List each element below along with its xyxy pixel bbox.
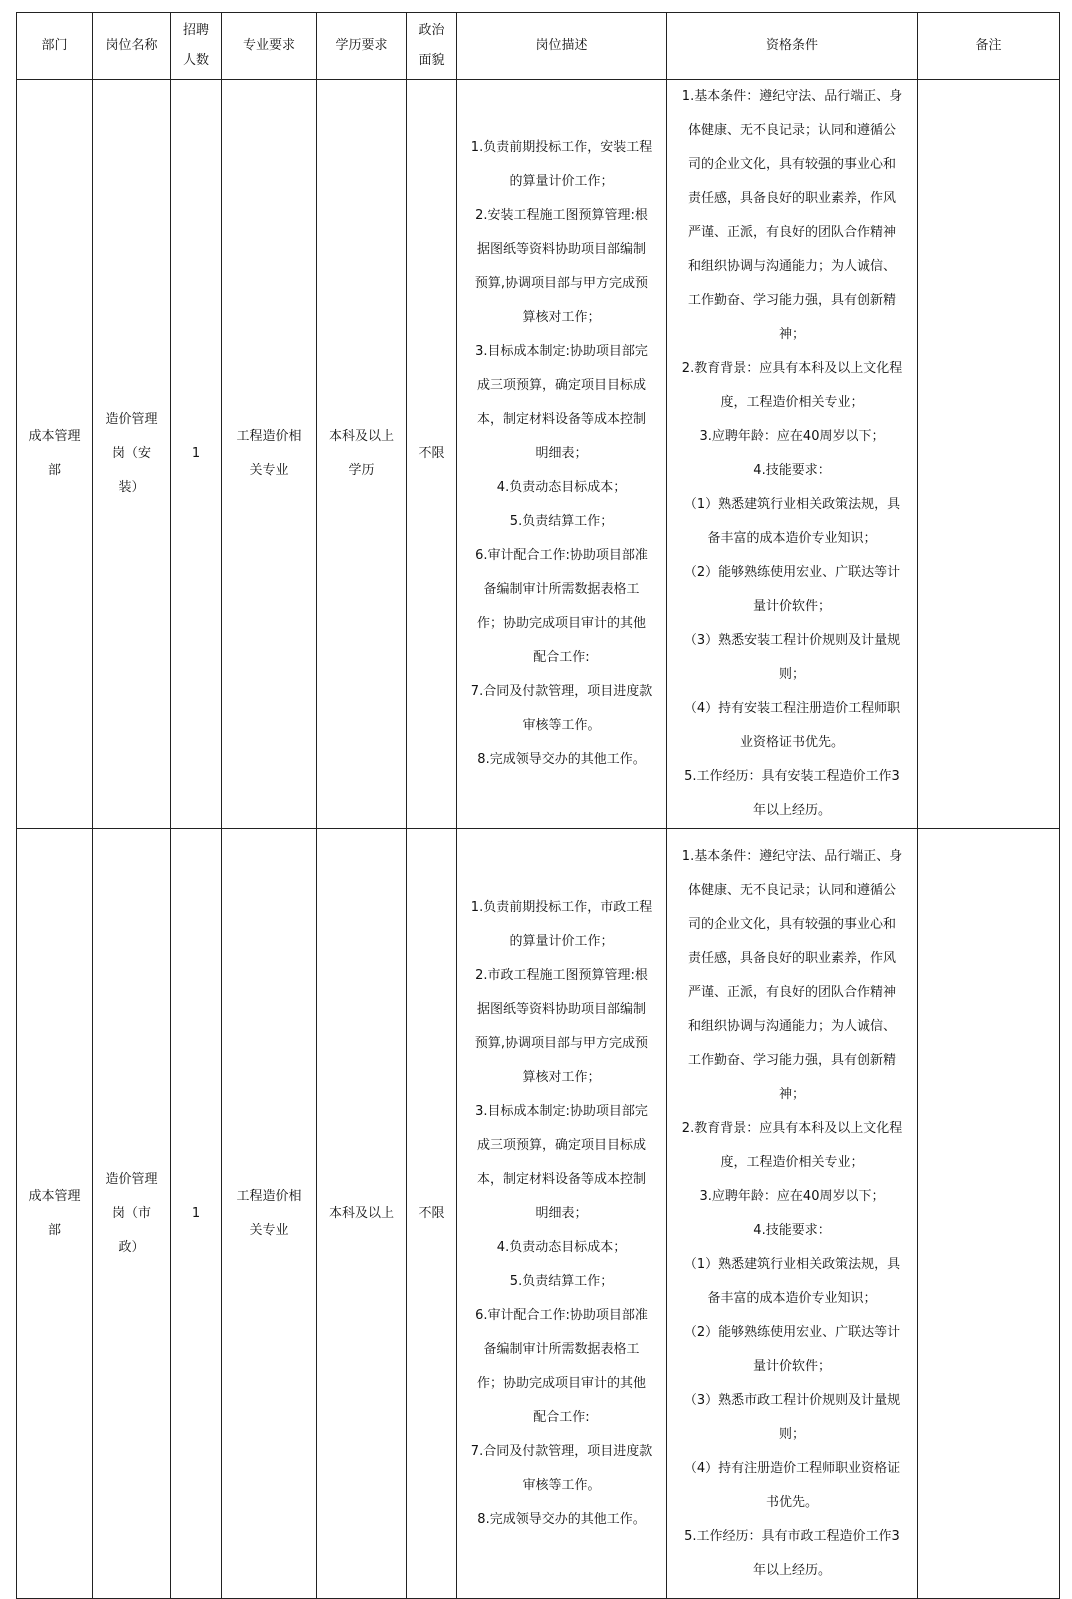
cell-text-line: 7.合同及付款管理，项目进度款 bbox=[470, 1443, 653, 1459]
cell-text-line: 明细表； bbox=[535, 446, 588, 461]
cell-text-line: 1.负责前期投标工作，市政工程 bbox=[470, 899, 653, 915]
cell-text-line: 岗（安 bbox=[111, 446, 151, 461]
cell-text-line: 审核等工作。 bbox=[522, 1477, 601, 1493]
cell-text-line: 1.基本条件：遵纪守法、品行端正、身 bbox=[681, 848, 903, 864]
cell-text-line: 6.审计配合工作:协助项目部准 bbox=[475, 548, 648, 563]
cell-text-line: 7.合同及付款管理，项目进度款 bbox=[470, 684, 653, 699]
cell-text-line: 2.市政工程施工图预算管理:根 bbox=[475, 967, 648, 983]
cell-text-line: （3）熟悉市政工程计价规则及计量规 bbox=[683, 1392, 901, 1408]
cell-text-line: 体健康、无不良记录；认同和遵循公 bbox=[687, 123, 896, 138]
cell-text-line: 2.安装工程施工图预算管理:根 bbox=[475, 208, 648, 223]
header-count bbox=[171, 13, 222, 80]
cell-text-line: 严谨、正派，有良好的团队合作精神 bbox=[687, 225, 896, 240]
cell-text-line: 4.负责动态目标成本； bbox=[496, 1239, 627, 1255]
cell-text-line: 年以上经历。 bbox=[752, 1562, 831, 1578]
cell-text-line: 的算量计价工作； bbox=[509, 933, 614, 949]
table-row bbox=[17, 80, 1060, 829]
table-row bbox=[17, 829, 1060, 1599]
cell-description bbox=[457, 80, 667, 829]
cell-text-line: 8.完成领导交办的其他工作。 bbox=[477, 1511, 646, 1527]
cell-text-line: 备丰富的成本造价专业知识； bbox=[707, 1290, 877, 1306]
cell-text-line: （1）熟悉建筑行业相关政策法规，具 bbox=[683, 497, 901, 512]
cell-text-line: 和组织协调与沟通能力；为人诚信、 bbox=[687, 1018, 896, 1034]
cell-text-line: 本，制定材料设备等成本控制 bbox=[476, 1171, 646, 1187]
cell-text-line: （3）熟悉安装工程计价规则及计量规 bbox=[683, 633, 901, 648]
cell-dept bbox=[17, 829, 93, 1599]
cell-text-line: 业资格证书优先。 bbox=[739, 735, 844, 750]
cell-text-line: 成本管理 bbox=[28, 1188, 81, 1204]
cell-text-line: 造价管理 bbox=[105, 1171, 158, 1187]
cell-text-line: 备编制审计所需数据表格工 bbox=[483, 582, 640, 597]
cell-text-line: 岗位名称 bbox=[105, 38, 158, 53]
header-dept: 部门 bbox=[17, 13, 93, 80]
cell-count: 1 bbox=[171, 80, 222, 829]
cell-text-line: 体健康、无不良记录；认同和遵循公 bbox=[687, 882, 896, 898]
header-political bbox=[407, 13, 457, 80]
cell-text-line: 5.工作经历：具有市政工程造价工作3 bbox=[684, 1528, 900, 1544]
cell-text-line: 神； bbox=[778, 327, 805, 342]
header-qualification: 资格条件 bbox=[667, 13, 918, 80]
cell-text-line: 作；协助完成项目审计的其他 bbox=[476, 1375, 646, 1391]
cell-text-line: 工作勤奋、学习能力强，具有创新精 bbox=[687, 293, 896, 308]
cell-text-line: 3.应聘年龄：应在40周岁以下； bbox=[699, 429, 885, 444]
cell-major bbox=[222, 80, 317, 829]
cell-text-line: 4.负责动态目标成本； bbox=[496, 480, 627, 495]
cell-text-line: 8.完成领导交办的其他工作。 bbox=[477, 752, 646, 767]
cell-text-line: 审核等工作。 bbox=[522, 718, 601, 733]
cell-text-line: 1.基本条件：遵纪守法、品行端正、身 bbox=[681, 89, 903, 104]
cell-text-line: 和组织协调与沟通能力；为人诚信、 bbox=[687, 259, 896, 274]
cell-text-line: 则； bbox=[778, 667, 805, 682]
cell-text-line: 1.负责前期投标工作，安装工程 bbox=[470, 140, 653, 155]
cell-text-line: 则； bbox=[778, 1426, 805, 1442]
cell-text-line: 作；协助完成项目审计的其他 bbox=[476, 616, 646, 631]
cell-text-line: 面貌 bbox=[418, 53, 445, 68]
cell-text-line: （1）熟悉建筑行业相关政策法规，具 bbox=[683, 1256, 901, 1272]
cell-text-line: 政） bbox=[118, 1239, 145, 1255]
cell-text-line: 6.审计配合工作:协助项目部准 bbox=[475, 1307, 648, 1323]
cell-education bbox=[317, 80, 407, 829]
cell-text-line: 严谨、正派，有良好的团队合作精神 bbox=[687, 984, 896, 1000]
cell-text-line: 成三项预算，确定项目目标成 bbox=[476, 378, 646, 393]
cell-text-line: 岗（市 bbox=[111, 1205, 151, 1221]
cell-qualification bbox=[667, 80, 918, 829]
cell-text-line: 的算量计价工作； bbox=[509, 174, 614, 189]
cell-text-line: 4.技能要求： bbox=[753, 1222, 831, 1238]
cell-text-line: （2）能够熟练使用宏业、广联达等计 bbox=[683, 565, 901, 580]
cell-text-line: 3.目标成本制定:协助项目部完 bbox=[475, 344, 648, 359]
cell-remark bbox=[918, 80, 1060, 829]
header-education: 学历要求 bbox=[317, 13, 407, 80]
cell-text-line: 2.教育背景：应具有本科及以上文化程 bbox=[681, 1120, 903, 1136]
cell-text-line: 责任感，具备良好的职业素养，作风 bbox=[687, 191, 896, 206]
cell-political: 不限 bbox=[407, 80, 457, 829]
cell-text-line: 政治 bbox=[418, 23, 445, 38]
header-major: 专业要求 bbox=[222, 13, 317, 80]
cell-text-line: 度，工程造价相关专业； bbox=[720, 395, 864, 410]
cell-text-line: 预算,协调项目部与甲方完成预 bbox=[474, 276, 649, 291]
cell-text-line: 配合工作: bbox=[533, 650, 590, 665]
cell-text-line: 本，制定材料设备等成本控制 bbox=[476, 412, 646, 427]
cell-text-line: 备丰富的成本造价专业知识； bbox=[707, 531, 877, 546]
cell-text-line: 装） bbox=[118, 480, 145, 495]
cell-remark bbox=[918, 829, 1060, 1599]
cell-text-line: 造价管理 bbox=[105, 412, 158, 427]
cell-major bbox=[222, 829, 317, 1599]
cell-position bbox=[93, 829, 171, 1599]
recruitment-table bbox=[16, 12, 1060, 1599]
cell-text-line: 关专业 bbox=[249, 463, 289, 478]
cell-dept bbox=[17, 80, 93, 829]
cell-text-line: 备编制审计所需数据表格工 bbox=[483, 1341, 640, 1357]
cell-text-line: 司的企业文化，具有较强的事业心和 bbox=[687, 157, 896, 172]
cell-political: 不限 bbox=[407, 829, 457, 1599]
cell-text-line: 明细表； bbox=[535, 1205, 588, 1221]
header-position bbox=[93, 13, 171, 80]
cell-text-line: 算核对工作； bbox=[522, 1069, 601, 1085]
cell-text-line: 工程造价相 bbox=[236, 1188, 302, 1204]
cell-text-line: 算核对工作； bbox=[522, 310, 601, 325]
cell-text-line: 2.教育背景：应具有本科及以上文化程 bbox=[681, 361, 903, 376]
cell-text-line: 5.负责结算工作； bbox=[509, 1273, 614, 1289]
cell-text-line: 司的企业文化，具有较强的事业心和 bbox=[687, 916, 896, 932]
cell-text-line: 量计价软件； bbox=[752, 599, 831, 614]
cell-text-line: 配合工作: bbox=[533, 1409, 590, 1425]
cell-text-line: （4）持有安装工程注册造价工程师职 bbox=[683, 701, 901, 716]
cell-text-line: （2）能够熟练使用宏业、广联达等计 bbox=[683, 1324, 901, 1340]
cell-text-line: 据图纸等资料协助项目部编制 bbox=[476, 1001, 646, 1017]
cell-education bbox=[317, 829, 407, 1599]
cell-text-line: 责任感，具备良好的职业素养，作风 bbox=[687, 950, 896, 966]
cell-text-line: 本科及以上 bbox=[328, 429, 394, 444]
cell-text-line: 成本管理 bbox=[28, 429, 81, 444]
cell-position bbox=[93, 80, 171, 829]
cell-text-line: 书优先。 bbox=[765, 1494, 818, 1510]
cell-text-line: 工作勤奋、学习能力强，具有创新精 bbox=[687, 1052, 896, 1068]
cell-text-line: 招聘 bbox=[182, 23, 209, 38]
cell-text-line: 4.技能要求： bbox=[753, 463, 831, 478]
cell-text-line: 度，工程造价相关专业； bbox=[720, 1154, 864, 1170]
cell-text-line: 成三项预算，确定项目目标成 bbox=[476, 1137, 646, 1153]
cell-text-line: 3.应聘年龄：应在40周岁以下； bbox=[699, 1188, 885, 1204]
cell-text-line: 部 bbox=[47, 1222, 61, 1238]
cell-text-line: 据图纸等资料协助项目部编制 bbox=[476, 242, 646, 257]
cell-text-line: 量计价软件； bbox=[752, 1358, 831, 1374]
cell-text-line: 3.目标成本制定:协助项目部完 bbox=[475, 1103, 648, 1119]
cell-text-line: 年以上经历。 bbox=[752, 803, 831, 818]
cell-text-line: 预算,协调项目部与甲方完成预 bbox=[474, 1035, 649, 1051]
header-description: 岗位描述 bbox=[457, 13, 667, 80]
header-remark: 备注 bbox=[918, 13, 1060, 80]
cell-text-line: 人数 bbox=[182, 53, 209, 68]
cell-text-line: 学历 bbox=[348, 463, 375, 478]
cell-text-line: 本科及以上 bbox=[328, 1205, 394, 1221]
cell-text-line: 神； bbox=[778, 1086, 805, 1102]
cell-text-line: 5.工作经历：具有安装工程造价工作3 bbox=[684, 769, 900, 784]
cell-description bbox=[457, 829, 667, 1599]
cell-text-line: 关专业 bbox=[249, 1222, 289, 1238]
cell-text-line: 部 bbox=[47, 463, 61, 478]
cell-text-line: 工程造价相 bbox=[236, 429, 302, 444]
cell-text-line: （4）持有注册造价工程师职业资格证 bbox=[683, 1460, 901, 1476]
cell-text-line: 5.负责结算工作； bbox=[509, 514, 614, 529]
cell-qualification bbox=[667, 829, 918, 1599]
cell-count: 1 bbox=[171, 829, 222, 1599]
header-row bbox=[17, 13, 1060, 80]
